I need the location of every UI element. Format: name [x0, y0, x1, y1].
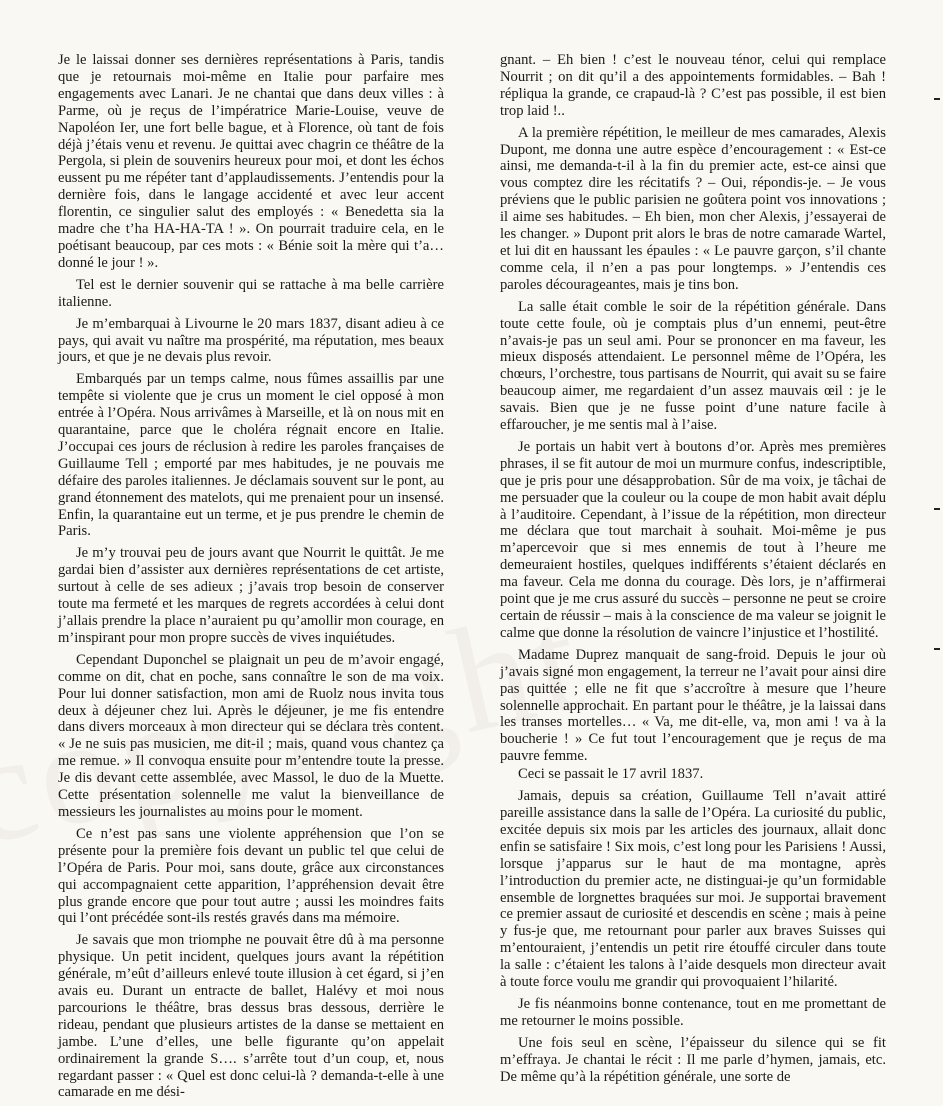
paragraph: Ceci se passait le 17 avril 1837. — [518, 766, 704, 783]
paragraph: Je m’y trouvai peu de jours avant que Nourrit le quittât. Je me gardai bien d’assister aux dernières représentations de cet artiste, surtout à celle de ses adieux ; j’avais trop besoin de conserver toute ma fermeté et les marques de regrets accordées à celui dont j’allais prendre la place n’auraient pu qu’amollir mon courage, en m’inspirant pour mon propre succès de vives inquiétudes. — [58, 545, 444, 646]
paragraph: Madame Duprez manquait de sang-froid. Depuis le jour où j’avais signé mon engagement, la terreur ne l’avait pour ainsi dire pas quittée ; elle ne fit que s’accroître à mesure que l’heure solennelle approchait. En partant pour le théâtre, je la laissai dans les transes mortelles… « Va, me dit-elle, va, mon ami ! va à la boucherie ! » Ce fut tout l’encouragement que je reçus de ma pauvre femme. — [500, 646, 886, 765]
paragraph: Cependant Duponchel se plaignait un peu de m’avoir engagé, comme on dit, chat en poche, sans connaître le son de ma voix. Pour lui donner satisfaction, mon ami de Ruolz nous invita tous deux à déjeuner chez lui. Après le déjeuner, je me fis entendre dans divers morceaux à mon directeur qui se déclara très content. « Je ne suis pas musicien, me dit-il ; mais, quand vous chantez ça me remue. » Il convoqua ensuite pour m’entendre toute la presse. Je dis devant cette assemblée, avec Massol, le duo de la Muette. Cette présentation solennelle me valut la bienveillance de messieurs les journalistes au moins pour le moment. — [58, 651, 444, 820]
paragraph: Embarqués par un temps calme, nous fûmes assaillis par une tempête si violente que je crus un moment le ciel opposé à mon entrée à l’Opéra. Nous arrivâmes à Marseille, et là on nous mit en quarantaine, parce que le choléra régnait encore en Italie. J’occupai ces jours de réclusion à redire les paroles françaises de Guillaume Tell ; emporté par mes habitudes, je ne pouvais me défaire des paroles italiennes. Je déclamais souvent sur le pont, au grand étonnement des matelots, qui me prenaient pour un insensé. Enfin, la quarantaine eut un terme, et je pus prendre le chemin de Paris. — [58, 371, 444, 540]
paragraph: Je le laissai donner ses dernières représentations à Paris, tandis que je retournais moi-même en Italie pour parfaire mes engagements avec Lanari. Je ne chantai que dans deux villes : à Parme, où je reçus de l’impératrice Marie-Louise, veuve de Napoléon Ier, une fort belle bague, et à Florence, où tant de fois déjà j’étais venu et revenu. Je quittai avec chagrin ce théâtre de la Pergola, si plein de souvenirs heureux pour moi, et dont les échos eussent pu me répéter tant d’applaudissements. J’entendis pour la dernière fois, dans le langage accidenté et avec leur accent florentin, ce singulier salut des employés : « Benedetta sia la madre che t’ha HA-HA-TA ! ». On pourrait traduire cela, en le poétisant beaucoup, par ces mots : « Bénie soit la mère qui t’a… donné le jour ! ». — [58, 52, 444, 271]
left-text-column — [58, 52, 444, 1106]
paragraph: Une fois seul en scène, l’épaisseur du silence qui se fit m’effraya. Je chantai le récit : Il me parle d’hymen, jamais, etc. De même qu’à la répétition générale, une sorte de — [500, 1034, 886, 1085]
paragraph: Je savais que mon triomphe ne pouvait être dû à ma personne physique. Un petit incident, quelques jours avant la répétition générale, m’eût d’ailleurs enlevé toute illusion à cet égard, si j’en avais eu. Durant un entracte de ballet, Halévy et moi nous parcourions le théâtre, bras dessus bras dessous, derrière le rideau, pendant que plusieurs artistes de la danse se mettaient en jambe. L’une d’elles, une belle figurante qu’on appelait ordinairement la grande S…. s’arrête tout d’un coup, et, nous regardant passer : « Quel est donc celui-là ? demanda-t-elle à une camarade en me dési- — [58, 932, 444, 1101]
edge-mark — [934, 508, 940, 510]
edge-mark — [934, 648, 940, 650]
paragraph: Ce n’est pas sans une violente appréhension que l’on se présente pour la première fois devant un public tel que celui de l’Opéra de Paris. Pour moi, sans doute, grâce aux circonstances qui accompagnaient cette apparition, l’appréhension devait être plus grande encore que pour tout autre ; aussi les moindres faits qui l’ont précédée sont-ils restés gravés dans ma mémoire. — [58, 825, 444, 927]
paragraph: Tel est le dernier souvenir qui se rattache à ma belle carrière italienne. — [58, 276, 444, 310]
paragraph: A la première répétition, le meilleur de mes camarades, Alexis Dupont, me donna une autre espèce d’encouragement : « Est-ce ainsi, me demanda-t-il à la fin du premier acte, est-ce ainsi que vous comptez dire les récitatifs ? – Oui, répondis-je. – Je vous préviens que le public parisien ne goûtera point vos innovations ; il aime ses habitudes. – Eh bien, mon cher Alexis, j’essayerai de les changer. » Dupont prit alors le bras de notre camarade Wartel, et lui dit en haussant les épaules : « Le pauvre garçon, s’il chante comme cela, il n’en a pas pour longtemps. » J’entendis ces paroles décourageantes, mais je tins bon. — [500, 124, 886, 293]
edge-mark — [934, 98, 940, 100]
paragraph: La salle était comble le soir de la répétition générale. Dans toute cette foule, où je comptais plus d’un ennemi, peut-être n’avais-je pas un seul ami. Pour se prononcer en ma faveur, les mieux disposés attendaient. Le personnel même de l’Opéra, les chœurs, l’orchestre, tous partisans de Nourrit, qui avait su se faire beaucoup aimer, me regardaient d’un assez mauvais œil : je le savais. Bien que je ne fusse point d’une nature facile à effaroucher, je me sentis mal à l’aise. — [500, 298, 886, 434]
paragraph: Jamais, depuis sa création, Guillaume Tell n’avait attiré pareille assistance dans la salle de l’Opéra. La curiosité du public, excitée depuis six mois par les articles des journaux, allait donc enfin se satisfaire ! Six mois, c’est long pour les Parisiens ! Aussi, lorsque j’apparus sur le haut de ma montagne, après l’introduction du premier acte, ne distinguai-je qu’un formidable ensemble de lorgnettes braquées sur moi. Je supportai bravement ce premier assaut de curiosité et descendis en scène ; mais à peine y fus-je que, me retournant pour parler aux braves Suisses qui m’entouraient, j’entendis un petit rire étouffé circuler dans toute la salle : c’étaient les talons à l’aide desquels mon directeur avait à toute force voulu me grandir qui provoquaient l’hilarité. — [500, 788, 886, 991]
paragraph: Je m’embarquai à Livourne le 20 mars 1837, disant adieu à ce pays, qui avait vu naître ma prospérité, ma réputation, mes beaux jours, et que je ne devais plus revoir. — [58, 315, 444, 366]
paragraph: gnant. – Eh bien ! c’est le nouveau ténor, celui qui remplace Nourrit ; on dit qu’il a des appointements formidables. – Bah ! répliqua la grande, ce crapaud-là ? C’est pas possible, il est bien trop laid !.. — [500, 52, 886, 119]
paragraph: Je fis néanmoins bonne contenance, tout en me promettant de me retourner le moins possible. — [500, 995, 886, 1029]
paragraph: Je portais un habit vert à boutons d’or. Après mes premières phrases, il se fit autour de moi un murmure confus, indescriptible, que je pris pour une désapprobation. Sûr de ma voix, je tâchai de me persuader que la couleur ou la coupe de mon habit avait déplu à l’auditoire. Cependant, à l’issue de la répétition, mon directeur me déclara que tout marchait à souhait. Moi-même je pus m’apercevoir que si mes ennemis de tout à l’heure me demeuraient hostiles, quelques indifférents s’étaient déclarés en ma faveur. Cela me donna du courage. Dès lors, je n’affirmerai point que je me crus assuré du succès – personne ne peut se croire certain de réussir – mais à la conscience de ma valeur se joignit le calme que donne la résolution de vaincre l’injustice et l’hostilité. — [500, 438, 886, 641]
right-text-column — [500, 52, 886, 1090]
